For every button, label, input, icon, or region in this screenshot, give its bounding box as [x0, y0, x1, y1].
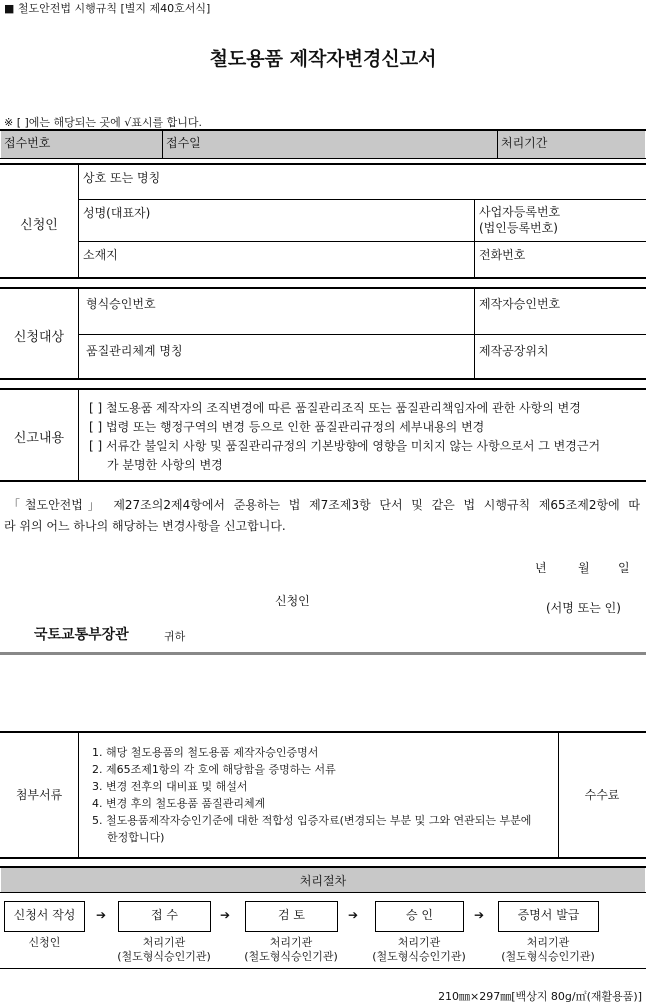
- step-application-actor: 신청인: [28, 936, 61, 949]
- step-certificate: 증명서 발급: [498, 901, 599, 932]
- step-receipt-actor: 처리기관: [142, 936, 186, 949]
- target-bottom-rule: [0, 378, 646, 380]
- check-note: ※ [ ]에는 해당되는 곳에 √표시를 합니다.: [4, 116, 203, 129]
- step-receipt-agency: (철도형식승인기관): [117, 950, 211, 963]
- procedure-title: 처리절차: [299, 874, 347, 888]
- attachments-top-rule: [0, 731, 646, 733]
- report-option-3-continued: 가 분명한 사항의 변경: [107, 458, 223, 472]
- recipient: 국토교통부장관: [34, 627, 129, 643]
- applicant-section-label: 신청인: [20, 218, 58, 233]
- attachment-item-3: 3. 변경 전후의 대비표 및 해설서: [92, 780, 248, 793]
- processing-period-label: 처리기간: [501, 136, 548, 150]
- attachments-label-divider: [78, 733, 79, 857]
- phone-label: 전화번호: [479, 248, 526, 262]
- applicant-row-rule-1: [78, 199, 646, 200]
- receipt-divider-2: [497, 131, 498, 158]
- address-label: 소재지: [83, 248, 118, 262]
- receipt-bottom-rule: [0, 158, 646, 159]
- statement-line-2: 라 위의 어느 하나의 해당하는 변경사항을 신고합니다.: [4, 519, 286, 533]
- signature-label: (서명 또는 인): [546, 601, 621, 615]
- report-section-label: 신고내용: [13, 431, 65, 446]
- attachment-item-2: 2. 제65조제1항의 각 호에 해당함을 증명하는 서류: [92, 763, 336, 776]
- applicant-col-divider: [474, 200, 475, 278]
- business-number-label: 사업자등록번호: [479, 205, 561, 219]
- applicant-bottom-rule: [0, 277, 646, 279]
- step-certificate-actor: 처리기관: [526, 936, 570, 949]
- factory-location-label: 제작공장위치: [479, 344, 549, 358]
- receipt-number-label: 접수번호: [4, 136, 51, 150]
- company-name-label: 상호 또는 명칭: [83, 171, 161, 185]
- step-approval-actor: 처리기관: [397, 936, 441, 949]
- procedure-top-rule: [0, 866, 646, 868]
- report-top-rule: [0, 388, 646, 390]
- recipient-suffix: 귀하: [164, 630, 186, 643]
- quality-system-name-label: 품질관리체계 명칭: [86, 344, 183, 358]
- report-option-2[interactable]: [ ] 법령 또는 행정구역의 변경 등으로 인한 품질관리규정의 세부내용의 변경: [89, 420, 485, 434]
- attachment-item-1: 1. 해당 철도용품의 철도용품 제작자승인증명서: [92, 746, 319, 759]
- date-month-label: 월: [578, 561, 590, 575]
- target-top-rule: [0, 287, 646, 289]
- maker-approval-number-label: 제작자승인번호: [479, 297, 561, 311]
- report-label-divider: [78, 390, 79, 480]
- receipt-divider-1: [162, 131, 163, 158]
- report-option-3[interactable]: [ ] 서류간 불일치 사항 및 품질관리규정의 기본방향에 영향을 미치지 않는 사항으로서 그 변경근거: [89, 439, 601, 453]
- step-approval-agency: (철도형식승인기관): [372, 950, 466, 963]
- step-approval: 승 인: [375, 901, 464, 932]
- attachments-label: 첨부서류: [15, 788, 63, 802]
- step-review-actor: 처리기관: [269, 936, 313, 949]
- fee-label: 수수료: [584, 788, 620, 802]
- form-label: ■ 철도안전법 시행규칙 [별지 제40호서식]: [4, 2, 211, 15]
- report-bottom-rule: [0, 480, 646, 482]
- step-receipt: 접 수: [118, 901, 211, 932]
- target-col-divider: [474, 289, 475, 378]
- target-section-label: 신청대상: [13, 330, 65, 345]
- receipt-row: [1, 130, 645, 158]
- representative-name-label: 성명(대표자): [83, 206, 151, 220]
- report-option-1[interactable]: [ ] 철도용품 제작자의 조직변경에 따른 품질관리조직 또는 품질관리책임자에 관한 사항의 변경: [89, 401, 581, 415]
- receipt-top-rule: [0, 129, 646, 131]
- arrow-right-icon: ➔: [348, 908, 359, 922]
- arrow-right-icon: ➔: [474, 908, 485, 922]
- attachment-item-5: 5. 철도용품제작자승인기준에 대한 적합성 입증자료(변경되는 부분 및 그와 연관되는 부분에: [92, 814, 532, 827]
- procedure-header-rule: [0, 892, 646, 893]
- section-separator: [0, 652, 646, 655]
- corporate-number-label: (법인등록번호): [479, 221, 558, 235]
- date-day-label: 일: [618, 561, 630, 575]
- procedure-bottom-rule: [0, 968, 646, 969]
- step-review: 검 토: [245, 901, 338, 932]
- step-certificate-agency: (철도형식승인기관): [501, 950, 595, 963]
- attachment-item-5-continued: 한정합니다): [107, 831, 165, 844]
- arrow-right-icon: ➔: [220, 908, 231, 922]
- paper-spec: 210㎜×297㎜[백상지 80g/㎡(재활용품)]: [438, 990, 642, 1003]
- statement-line-1: 「철도안전법」 제27조의2제4항에서 준용하는 법 제7조제3항 단서 및 같은 법 시행규칙 제65조제2항에 따: [8, 498, 640, 512]
- step-review-agency: (철도형식승인기관): [244, 950, 338, 963]
- receipt-date-label: 접수일: [166, 136, 201, 150]
- applicant-label-divider: [78, 165, 79, 278]
- arrow-right-icon: ➔: [96, 908, 107, 922]
- page-title: 철도용품 제작자변경신고서: [209, 48, 437, 70]
- applicant-row-rule-2: [78, 241, 646, 242]
- date-year-label: 년: [535, 561, 547, 575]
- applicant-top-rule: [0, 163, 646, 165]
- signer-label: 신청인: [275, 594, 310, 608]
- step-application: 신청서 작성: [4, 901, 85, 932]
- attachment-item-4: 4. 변경 후의 철도용품 품질관리체계: [92, 797, 266, 810]
- attachments-bottom-rule: [0, 857, 646, 859]
- type-approval-number-label: 형식승인번호: [86, 297, 156, 311]
- target-row-rule: [78, 334, 646, 335]
